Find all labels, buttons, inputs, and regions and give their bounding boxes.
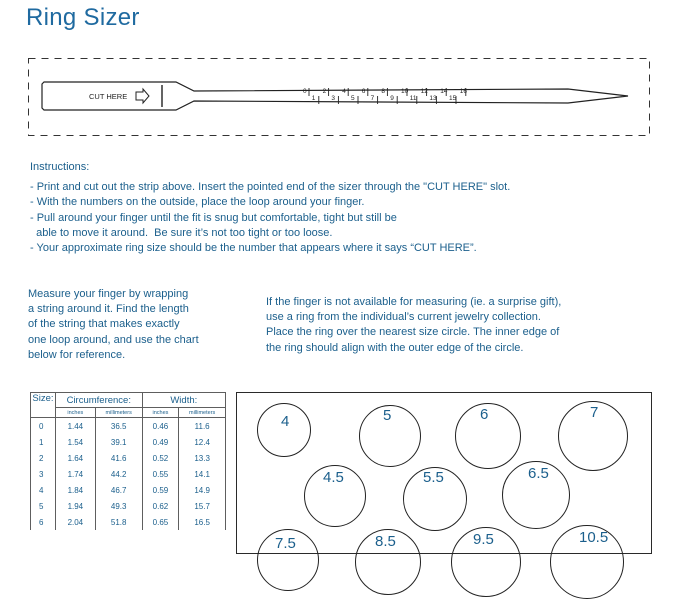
width-mm-cell: 12.4 (179, 434, 226, 450)
size-circle-label: 7 (590, 404, 599, 421)
circ-in-cell: 2.04 (55, 514, 95, 530)
table-row (31, 418, 226, 435)
width-mm-cell: 11.6 (179, 418, 226, 435)
note-line: below for reference. (28, 348, 126, 361)
size-circles-panel (236, 392, 652, 554)
circ-in-cell: 1.94 (55, 498, 95, 514)
width-in-cell: 0.52 (142, 450, 179, 466)
circ-mm-cell: 44.2 (95, 466, 142, 482)
instruction-line: - Your approximate ring size should be the number that appears where it says “CUT HERE”. (30, 242, 477, 255)
cut-here-label: CUT HERE (89, 92, 128, 101)
scale-number: 16 (459, 88, 468, 95)
note-line: the ring should align with the outer edge of the circle. (266, 341, 524, 354)
note-line: Place the ring over the nearest size circle. The inner edge of (266, 326, 560, 339)
size-cell: 2 (31, 450, 56, 466)
circ-mm-cell: 39.1 (95, 434, 142, 450)
width-in-cell: 0.49 (142, 434, 179, 450)
size-cell: 0 (31, 418, 56, 435)
size-cell: 5 (31, 498, 56, 514)
scale-number: 9 (390, 95, 394, 102)
table-row (31, 498, 226, 514)
scale-number: 6 (361, 88, 366, 95)
width-in-cell: 0.46 (142, 418, 179, 435)
width-mm-cell: 14.9 (179, 482, 226, 498)
width-in-cell: 0.59 (142, 482, 179, 498)
size-header: Size: (31, 393, 56, 418)
cut-out-strip-area (28, 58, 650, 136)
note-line: of the string that makes exactly (28, 318, 180, 331)
table-row (31, 514, 226, 530)
ring-measure-note (266, 295, 656, 356)
circ-mm-cell: 36.5 (95, 418, 142, 435)
instruction-line: able to move it around. Be sure it’s not too tight or too loose. (30, 226, 333, 239)
scale-number: 11 (409, 95, 417, 102)
width-in-cell: 0.55 (142, 466, 179, 482)
instruction-line: - Pull around your finger until the fit is snug but comfortable, tight but still be (30, 211, 397, 224)
instructions-heading: Instructions: (30, 161, 90, 173)
size-circle-label: 4.5 (323, 469, 344, 486)
unit-header: inches (55, 408, 95, 418)
table-row (31, 466, 226, 482)
instructions-section (30, 160, 650, 256)
width-mm-cell: 13.3 (179, 450, 226, 466)
width-in-cell: 0.62 (142, 498, 179, 514)
width-mm-cell: 15.7 (179, 498, 226, 514)
circ-in-cell: 1.64 (55, 450, 95, 466)
circ-in-cell: 1.44 (55, 418, 95, 435)
size-cell: 6 (31, 514, 56, 530)
circ-in-cell: 1.74 (55, 466, 95, 482)
size-circle-label: 8.5 (375, 533, 396, 550)
scale-number: 15 (449, 95, 457, 102)
scale-number: 0 (303, 88, 307, 95)
width-header: Width: (142, 393, 225, 408)
instruction-line: - With the numbers on the outside, place the loop around your finger. (30, 196, 365, 209)
scale-number: 7 (370, 95, 375, 102)
scale-number: 2 (322, 88, 327, 95)
unit-header: inches (142, 408, 179, 418)
unit-header: millimeters (179, 408, 226, 418)
width-mm-cell: 16.5 (179, 514, 226, 530)
ring-size-table (30, 392, 226, 530)
table-row (31, 482, 226, 498)
circ-mm-cell: 41.6 (95, 450, 142, 466)
size-cell: 4 (31, 482, 56, 498)
size-circle-label: 6.5 (528, 465, 549, 482)
size-circle-label: 10.5 (579, 529, 609, 546)
circ-in-cell: 1.54 (55, 434, 95, 450)
size-cell: 3 (31, 466, 56, 482)
note-line: Measure your finger by wrapping (28, 288, 189, 300)
instruction-line: - Print and cut out the strip above. Insert the pointed end of the sizer through the "CUT HERE" slot. (30, 181, 511, 194)
table-row (31, 434, 226, 450)
scale-number: 3 (331, 95, 336, 102)
note-line: one loop around, and use the chart (28, 333, 199, 346)
scale-number: 4 (342, 88, 346, 95)
scale-number: 10 (401, 88, 409, 95)
string-measure-note (28, 287, 238, 363)
note-line: a string around it. Find the length (28, 303, 189, 316)
circumference-header: Circumference: (55, 393, 142, 408)
scale-number: 14 (440, 88, 448, 95)
width-mm-cell: 14.1 (179, 466, 226, 482)
unit-header: millimeters (95, 408, 142, 418)
size-cell: 1 (31, 434, 56, 450)
size-circle-label: 5.5 (423, 469, 444, 486)
table-row (31, 450, 226, 466)
circ-mm-cell: 51.8 (95, 514, 142, 530)
scale-number: 5 (351, 95, 355, 102)
width-in-cell: 0.65 (142, 514, 179, 530)
circ-mm-cell: 49.3 (95, 498, 142, 514)
size-circle-label: 9.5 (473, 531, 494, 548)
circ-mm-cell: 46.7 (95, 482, 142, 498)
scale-number: 8 (381, 88, 386, 95)
page-title: Ring Sizer (26, 4, 140, 31)
scale-number: 1 (311, 95, 316, 102)
size-circle-label: 5 (383, 407, 392, 424)
circ-in-cell: 1.84 (55, 482, 95, 498)
size-circle (257, 403, 311, 457)
scale-number: 13 (429, 95, 437, 102)
note-line: If the finger is not available for measuring (ie. a surprise gift), (266, 296, 562, 308)
size-circle-label: 6 (480, 406, 489, 423)
scale-number: 12 (420, 88, 428, 95)
size-circle-label: 7.5 (275, 535, 296, 552)
note-line: use a ring from the individual’s current jewelry collection. (266, 311, 541, 324)
size-circle-label: 4 (281, 413, 290, 430)
